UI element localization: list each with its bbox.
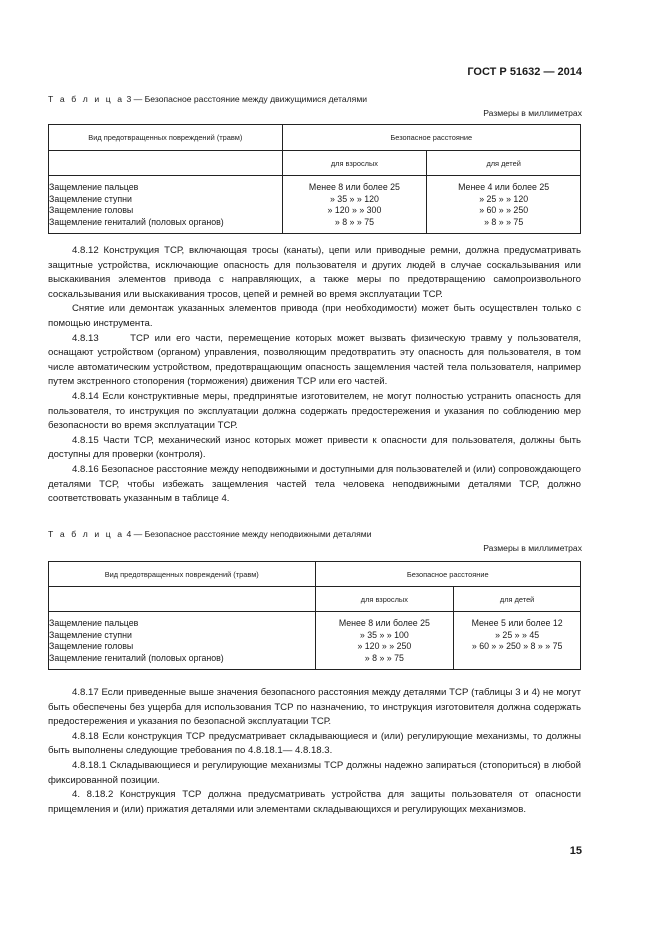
table4-children-cell <box>454 612 581 670</box>
paragraph: 4. 8.18.2 Конструкция ТСР должна предусматривать устройства для защиты пользователя от опасности прищемления и (или) прижатия деталями или элементами складывающихся и регулирующих механизмов. <box>48 789 581 815</box>
table4-row-adults: Менее 8 или более 25 <box>338 618 430 628</box>
paragraph: 4.8.12 Конструкция ТСР, включающая тросы (канаты), цепи или приводные ремни, должна предусматривать защитные устройства, исключающие опасность для пользователя и других людей в случае соскальзывания или выскакивания элементов привода с направляющих, а также меры по предотвращению самопроизвольного соскальзывания или выскакивания тросов, цепей и ремней во время эксплуатации ТСР. <box>48 245 581 300</box>
table3-col-distance: Безопасное расстояние <box>282 125 580 151</box>
table3-kinds-cell <box>49 176 283 234</box>
table3-row-kind: Защемление головы <box>49 205 134 215</box>
table3-row-adults: » 120 » » 300 <box>327 205 382 215</box>
table3 <box>48 124 581 234</box>
table3-row-children: » 8 » » 75 <box>484 216 524 227</box>
table4-row-children: » 60 » » 250 » 8 » » 75 <box>471 641 563 651</box>
table3-header-empty <box>49 151 283 176</box>
paragraph: Снятие или демонтаж указанных элементов привода (при необходимости) может быть осуществлен только с помощью инструмента. <box>48 303 581 329</box>
table3-row-kind: Защемление гениталий (половых органов) <box>49 216 224 227</box>
table3-col-children: для детей <box>427 151 581 176</box>
body-text-block-2 <box>48 686 581 817</box>
table3-col-adults: для взрослых <box>282 151 427 176</box>
table4-col-distance: Безопасное расстояние <box>315 562 581 587</box>
table3-row-kind: Защемление ступни <box>49 193 132 204</box>
table4-col-children: для детей <box>454 587 581 612</box>
table3-row-children: » 60 » » 250 <box>479 205 529 215</box>
table3-adults-cell <box>282 176 427 234</box>
paragraph: 4.8.15 Части ТСР, механический износ которых может привести к опасности для пользователя, должны быть доступны для проверки (контроля). <box>48 434 581 461</box>
table3-col-kind: Вид предотвращенных повреждений (травм) <box>49 125 283 151</box>
body-text-block-1 <box>48 244 584 507</box>
table4-caption <box>48 529 372 539</box>
paragraph: 4.8.18 Если конструкция ТСР предусматривает складывающиеся и (или) регулирующие механизмы, то должны быть выполнены следующие требования по 4.8.18.1— 4.8.18.3. <box>48 730 581 757</box>
table3-row-children: » 25 » » 120 <box>479 193 529 204</box>
table4-row-adults: » 35 » » 100 <box>359 629 409 640</box>
table3-caption-label: Т а б л и ц а <box>48 94 125 104</box>
table3-caption-text: 3 — Безопасное расстояние между движущимися деталями <box>124 94 368 104</box>
table3-row-adults: Менее 8 или более 25 <box>308 182 400 192</box>
table4-row-kind: Защемление ступни <box>49 629 132 640</box>
paragraph: 4.8.16 Безопасное расстояние между неподвижными и доступными для пользователей и (или) сопровождающего деталями ТСР, чтобы избежать защемления частей тела человека неподвижными деталями ТСР, должно соответствовать указанным в таблице 4. <box>48 463 581 505</box>
table3-children-cell <box>427 176 581 234</box>
table4-caption-label: Т а б л и ц а <box>48 529 125 539</box>
page-number: 15 <box>569 845 582 857</box>
table3-units: Размеры в миллиметрах <box>483 108 582 118</box>
table4-kinds-cell <box>49 612 316 670</box>
table4-row-adults: » 8 » » 75 <box>364 652 404 663</box>
table4-row-adults: » 120 » » 250 <box>357 641 412 651</box>
paragraph: 4.8.14 Если конструктивные меры, предпринятые изготовителем, не могут полностью устранить опасность для пользователя, то инструкция по эксплуатации должна содержать предостережения и указания по соблюдению мер безопасности во время эксплуатации ТСР. <box>48 390 581 432</box>
table4 <box>48 561 581 670</box>
table4-units: Размеры в миллиметрах <box>483 543 582 553</box>
table3-row-children: Менее 4 или более 25 <box>458 182 550 192</box>
table4-header-empty <box>49 587 316 612</box>
document-header: ГОСТ Р 51632 — 2014 <box>467 66 582 78</box>
table3-row-kind: Защемление пальцев <box>49 182 139 192</box>
table3-row-adults: » 35 » » 120 <box>329 193 379 204</box>
table4-row-children: Менее 5 или более 12 <box>471 618 563 628</box>
table4-caption-text: 4 — Безопасное расстояние между неподвижными деталями <box>124 529 372 539</box>
table4-row-kind: Защемление головы <box>49 641 134 651</box>
table4-col-adults: для взрослых <box>315 587 454 612</box>
table4-row-kind: Защемление гениталий (половых органов) <box>49 652 224 663</box>
paragraph: 4.8.18.1 Складывающиеся и регулирующие механизмы ТСР должны надежно запираться (стопориться) в любой фиксированной позиции. <box>48 759 581 786</box>
table4-col-kind: Вид предотвращенных повреждений (травм) <box>49 562 316 587</box>
paragraph: 4.8.13 ТСР или его части, перемещение которых может вызвать физическую травму у пользователя, оснащают устройством (органом) управления, позволяющим предотвратить эту опасность для пользователя, в том числе автоматическим устройством, предотвращающим опасность защемления частей тела пользователя, например путем экстренного стопорения (торможения) движения ТСР или его частей. <box>48 332 584 388</box>
table4-adults-cell <box>315 612 454 670</box>
table3-caption <box>48 94 367 104</box>
table3-row-adults: » 8 » » 75 <box>334 216 374 227</box>
table4-row-kind: Защемление пальцев <box>49 618 139 628</box>
paragraph: 4.8.17 Если приведенные выше значения безопасного расстояния между деталями ТСР (таблицы 3 и 4) не могут быть обеспечены без ущерба для использования ТСР по назначению, то инструкция изготовителя должна содержать предостережения и указания по безопасной эксплуатации ТСР. <box>48 687 581 728</box>
table4-row-children: » 25 » » 45 <box>495 629 540 640</box>
